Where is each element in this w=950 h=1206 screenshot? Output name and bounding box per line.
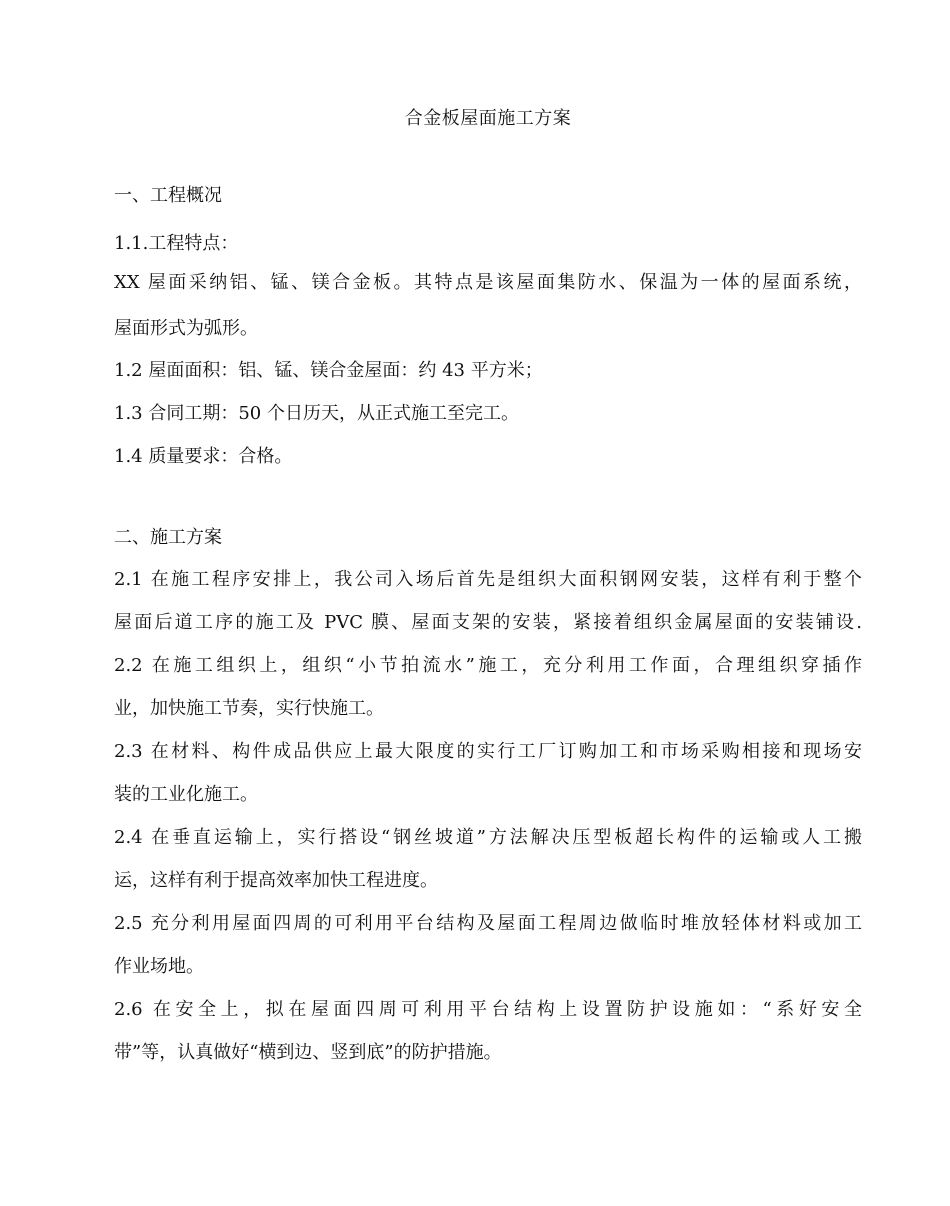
item-1-1-text-line2: 屋面形式为弧形。 [114,318,258,339]
section-1-heading: 一、工程概况 [114,185,222,206]
item-2-3-line2: 装的工业化施工。 [114,784,258,805]
item-2-5-line1: 2.5 充分利用屋面四周的可利用平台结构及屋面工程周边做临时堆放轻体材料或加工 [114,913,862,934]
item-2-4-line1: 2.4 在垂直运输上，实行搭设“钢丝坡道”方法解决压型板超长构件的运输或人工搬 [114,827,862,848]
section-2-heading: 二、施工方案 [114,527,222,548]
item-2-4-line2: 运，这样有利于提高效率加快工程进度。 [114,870,438,891]
item-1-1-text-line1: XX 屋面采纳铝、锰、镁合金板。其特点是该屋面集防水、保温为一体的屋面系统， [114,272,862,293]
item-2-3-line1: 2.3 在材料、构件成品供应上最大限度的实行工厂订购加工和市场采购相接和现场安 [114,741,862,762]
item-2-2-line2: 业，加快施工节奏，实行快施工。 [114,698,384,719]
item-2-2-line1: 2.2 在施工组织上，组织“小节拍流水”施工，充分利用工作面，合理组织穿插作 [114,655,862,676]
item-1-1-label: 1.1.工程特点： [114,233,239,254]
item-1-4: 1.4 质量要求：合格。 [114,446,293,467]
item-1-3: 1.3 合同工期：50 个日历天，从正式施工至完工。 [114,403,519,424]
item-2-1-line2: 屋面后道工序的施工及 PVC 膜、屋面支架的安装，紧接着组织金属屋面的安装铺设. [114,612,862,633]
item-2-6-line1: 2.6 在安全上，拟在屋面四周可利用平台结构上设置防护设施如：“系好安全 [114,999,862,1020]
item-2-6-line2: 带”等，认真做好“横到边、竖到底”的防护措施。 [114,1042,502,1063]
item-1-2: 1.2 屋面面积：铝、锰、镁合金屋面：约 43 平方米； [114,360,543,381]
document-title: 合金板屋面施工方案 [404,108,572,129]
item-2-1-line1: 2.1 在施工程序安排上，我公司入场后首先是组织大面积钢网安装，这样有利于整个 [114,569,862,590]
item-2-5-line2: 作业场地。 [114,956,204,977]
